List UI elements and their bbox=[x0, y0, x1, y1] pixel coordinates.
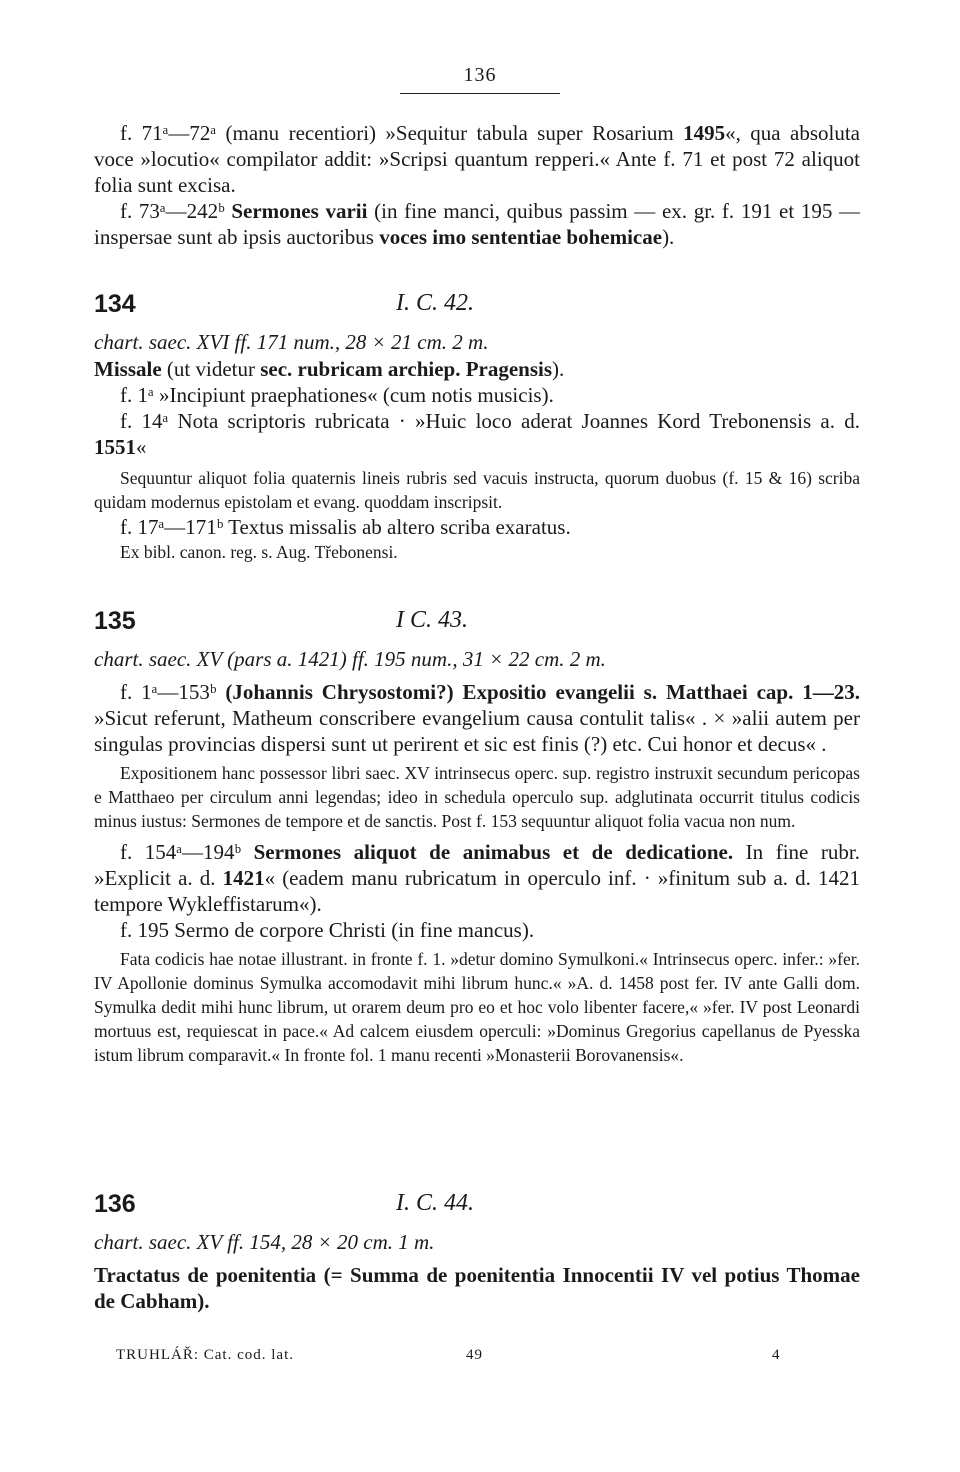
intro-paragraph-2: f. 73ᵃ—242ᵇ Sermones varii (in fine manci, quibus passim — ex. gr. f. 191 et 195 — inspersae sunt ab ipsis auctoribus voces imo sententiae bohemicae). bbox=[94, 199, 860, 249]
shelfmark: I. C. 42. bbox=[396, 290, 474, 316]
signature-mark: 4 bbox=[772, 1347, 781, 1363]
entry-136 bbox=[94, 1190, 860, 1314]
entry-title: Missale (ut videtur sec. rubricam archiep. Pragensis). bbox=[94, 357, 565, 381]
page-number: 136 bbox=[400, 64, 560, 94]
intro-paragraph-1: f. 71ᵃ—72ᵃ (manu recentiori) »Sequitur tabula super Rosarium 1495«, qua absoluta voce »locutio« compilator addit: »Scripsi quantum repperi.« Ante f. 71 et post 72 aliquot folia sunt excisa. bbox=[94, 121, 860, 197]
content-line: f. 1ᵃ—153ᵇ (Johannis Chrysostomi?) Expositio evangelii s. Matthaei cap. 1—23. »Sicut referunt, Matheum conscribere evangelium causa contulit talis« . × »alii autem per singulas provincias dispersi sunt ut perirent et sic est finis (?) etc. Cui honor et decus« . bbox=[94, 680, 860, 756]
entry-number: 135 bbox=[94, 607, 136, 635]
content-line: f. 17ᵃ—171ᵇ Textus missalis ab altero scriba exaratus. bbox=[120, 515, 571, 539]
entry-134 bbox=[94, 290, 860, 564]
content-line: f. 14ᵃ Nota scriptoris rubricata · »Huic loco aderat Joannes Kord Trebonensis a. d. 1551« bbox=[94, 409, 860, 459]
shelfmark: I. C. 44. bbox=[396, 1190, 474, 1216]
entry-number: 134 bbox=[94, 290, 136, 318]
physical-description: chart. saec. XVI ff. 171 num., 28 × 21 cm. 2 m. bbox=[94, 330, 489, 354]
provenance-note: Ex bibl. canon. reg. s. Aug. Třebonensi. bbox=[120, 542, 398, 562]
footer-source: TRUHLÁŘ: Cat. cod. lat. bbox=[116, 1347, 294, 1363]
physical-description: chart. saec. XV ff. 154, 28 × 20 cm. 1 m. bbox=[94, 1230, 435, 1254]
content-line: f. 195 Sermo de corpore Christi (in fine mancus). bbox=[120, 918, 535, 942]
entry-header bbox=[94, 1190, 860, 1228]
intro-block bbox=[94, 120, 860, 250]
content-line: f. 154ᵃ—194ᵇ Sermones aliquot de animabus et de dedicatione. In fine rubr. »Explicit a. d. 1421« (eadem manu rubricatum in operculo inf. · »finitum sub a. d. 1421 tempore Wykleffistarum«). bbox=[94, 840, 860, 916]
entry-header bbox=[94, 607, 860, 645]
content-line: f. 1ᵃ »Incipiunt praephationes« (cum notis musicis). bbox=[120, 383, 554, 407]
sheet-number: 49 bbox=[466, 1347, 483, 1363]
entry-135 bbox=[94, 607, 860, 1067]
shelfmark: I C. 43. bbox=[396, 607, 468, 633]
provenance-note: Fata codicis hae notae illustrant. in fronte f. 1. »detur domino Symulkoni.« Intrinsecus operc. infer.: »fer. IV Apollonie dominus Symulka accomodavit mihi librum hunc.« »A. d. 1458 post fer. IV ante Galli dom. Symulka dedit mihi hunc librum, ut orarem deum pro eo et hoc volo libenter facere,« »fer. IV post Leonardi mortuus est, requiescat in pace.« Ad calcem eiusdem operculi: »Dominus Gregorius capellanus de Pyesska istum librum comparavit.« In fronte fol. 1 manu recenti »Monasterii Borovanensis«. bbox=[94, 949, 860, 1065]
entry-header bbox=[94, 290, 860, 328]
physical-description: chart. saec. XV (pars a. 1421) ff. 195 num., 31 × 22 cm. 2 m. bbox=[94, 647, 606, 671]
entry-number: 136 bbox=[94, 1190, 136, 1218]
note: Expositionem hanc possessor libri saec. XV intrinsecus operc. sup. registro instruxit secundum pericopas e Matthaeo per circulum anni legendas; ideo in schedula operculo sup. adglutinata occurrit titulus codicis minus iustus: Sermones de tempore et de sanctis. Post f. 153 sequuntur aliquot folia vacua non num. bbox=[94, 763, 860, 831]
entry-title: Tractatus de poenitentia (= Summa de poenitentia Innocentii IV vel potius Thomae de Cabham). bbox=[94, 1263, 860, 1313]
note: Sequuntur aliquot folia quaternis lineis rubris sed vacuis instructa, quorum duobus (f. 15 & 16) scriba quidam modernus epistolam et evang. quoddam inscripsit. bbox=[94, 468, 860, 512]
